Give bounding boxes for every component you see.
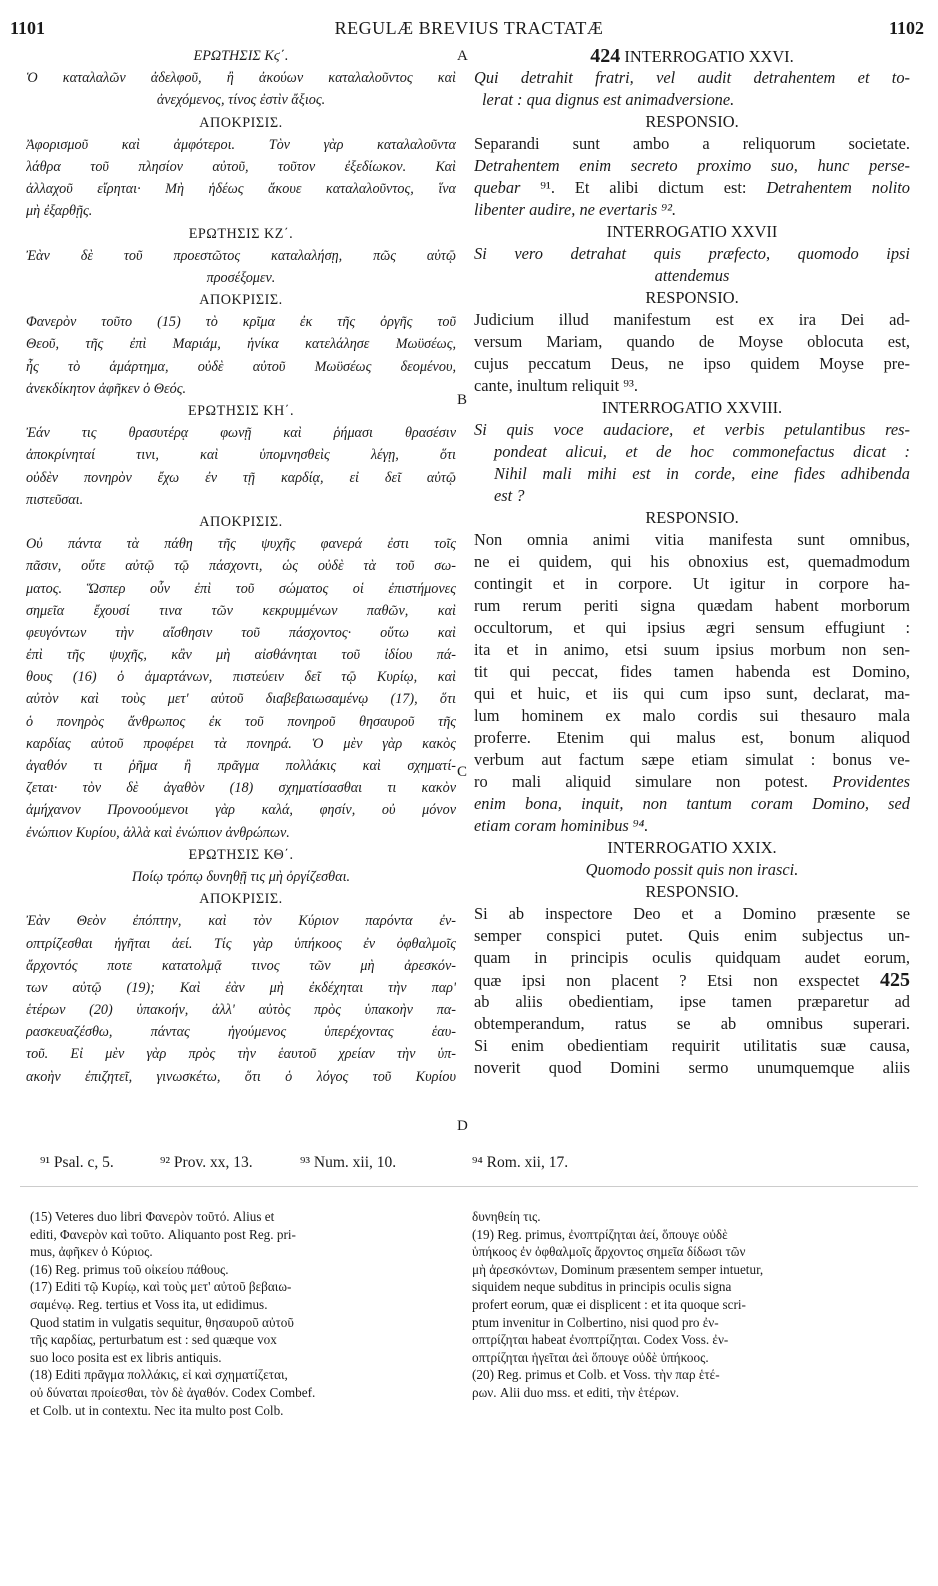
margin-letter-d: D: [457, 1118, 468, 1134]
body-text: enim bona, inquit, non tantum coram Domino, sed: [474, 794, 910, 813]
body-text: Detrahentem enim secreto proximo suo, hunc perse-: [474, 156, 910, 175]
question-text: Si quis voce audaciore, et verbis petulantibus res-: [474, 420, 910, 439]
note-line: (16) Reg. primus τοῦ οἰκείου πάθους.: [30, 1261, 229, 1277]
greek-line: ΕΡΩΤΗΣΙΣ ΚΗ΄.: [187, 403, 295, 419]
body-text: cujus peccatum Deus, ne ipso quidem Moyse pre-: [474, 354, 910, 373]
body-text: rum rerum periti signa quædam habent morborum: [474, 596, 910, 615]
greek-line: προσέξομεν.: [206, 269, 276, 286]
greek-line: ἀγαθόν τι ῥῆμα ἢ πρᾶγμα πολλάκις καὶ σχηματί-: [26, 758, 456, 774]
body-text: libenter audire, ne evertaris ⁹².: [474, 200, 677, 219]
greek-line: καρδίας αὐτοῦ προφέρει τὰ πονηρά. Ὁ μὲν γὰρ κακὸς: [26, 735, 456, 752]
greek-line: ΕΡΩΤΗΣΙΣ ΚΖ΄.: [188, 225, 294, 242]
note-line: τῆς καρδίας, perturbatum est : sed quæque vox: [30, 1332, 277, 1348]
running-head-title: REGULÆ BREVIUS TRACTATÆ: [334, 18, 604, 38]
greek-line: Ἀφορισμοῦ καὶ ἀμφότεροι. Τὸν γὰρ καταλαλοῦντα: [26, 136, 456, 153]
greek-line: ΑΠΟΚΡΙΣΙΣ.: [199, 292, 283, 309]
note-line: σαμένῳ. Reg. tertius et Voss ita, ut edidimus.: [30, 1296, 268, 1312]
note-line: ρων. Alii duo mss. et editi, τὴν ἑτέρων.: [472, 1384, 680, 1400]
column-number: 424: [590, 45, 621, 67]
note-line: ptum invenitur in Colbertino, nisi quod pro ἐν-: [472, 1314, 719, 1330]
body-text: occultorum, et qui ipsius ægri sensum effugiunt :: [474, 618, 910, 637]
question-text: Qui detrahit fratri, vel audit detrahentem et to-: [474, 68, 910, 87]
greek-line: ἐνώπιον Κυρίου, ἀλλὰ καὶ ἐνώπιον ἀνθρώπων.: [26, 824, 290, 841]
greek-line: των αὐτῷ (19); Καὶ ἐὰν μὴ ἐκδέχηται τὴν παρ': [26, 979, 456, 996]
greek-line: Ὁ καταλαλῶν ἀδελφοῦ, ἢ ἀκούων καταλαλοῦντος καὶ: [26, 70, 456, 87]
greek-line: ἀποκρίνηταί τινι, καὶ ὑπομνησθεὶς λέγῃ, ὅτι: [26, 447, 456, 464]
greek-line: Ποίῳ τρόπῳ δυνηθῇ τις μὴ ὀργίζεσθαι.: [131, 868, 351, 885]
column-number: 425: [880, 969, 910, 991]
responsio-heading: RESPONSIO.: [645, 112, 739, 131]
body-text: quam in principis oculis quidquam audet eorum,: [474, 948, 910, 967]
body-text: proferre. Etenim qui malus est, bonum aliquod: [474, 728, 910, 747]
divider: [20, 1186, 918, 1187]
greek-line: ἄρχοντός ποτε κατατολμᾷ τινος τῶν μὴ ἀρεσκόν-: [26, 957, 456, 974]
greek-line: θους (16) ὁ ἁμαρτάνων, πιστεύειν δεῖ τῷ Κυρίῳ, καὶ: [26, 669, 456, 686]
responsio-heading: RESPONSIO.: [645, 882, 739, 901]
body-text: quæ ipsi non placent ? Etsi non exspectet 425: [474, 969, 910, 991]
greek-line: πᾶσιν, οὔτε αὐτῷ τῷ πάσχοντι, ὡς οὐδὲ τὰ τοῦ σω-: [26, 558, 456, 575]
footnote-94: ⁹⁴ Rom. xii, 17.: [472, 1154, 569, 1171]
body-text: Si enim obedientiam requirit utilitatis suæ causa,: [474, 1036, 910, 1055]
greek-line: οπτρίζεσθαι ἡγῆται ἀεί. Τίς γὰρ ὑπήκοος ἐν ὀφθαλμοῖς: [26, 935, 456, 952]
greek-line: ΑΠΟΚΡΙΣΙΣ.: [199, 891, 283, 908]
greek-line: μὴ ἐξαρθῇς.: [26, 203, 93, 220]
body-text: Separandi sunt ambo a reliquorum societate.: [474, 134, 910, 153]
body-text: tit qui peccat, fides tamen habenda est Domino,: [474, 662, 910, 681]
note-line: (20) Reg. primus et Colb. et Voss. τὴν παρ ἑτέ-: [472, 1367, 720, 1383]
question-text: Nihil mali mihi est in corde, eine fides adhibenda: [494, 464, 910, 483]
note-line: ὑπήκοος ἐν ὀφθαλμοῖς ἄρχοντος σημεῖα δίδωσι τῶν: [472, 1244, 746, 1260]
greek-line: ΕΡΩΤΗΣΙΣ ΚΘ΄.: [188, 846, 294, 863]
greek-line: Ἐάν τις θρασυτέρᾳ φωνῇ καὶ ῥήμασι θρασέσιν: [26, 425, 456, 442]
note-line: δυνηθείη τις.: [472, 1209, 541, 1224]
question-text: lerat : qua dignus est animadversione.: [482, 90, 735, 109]
body-text: ne ei quidem, qui his obnoxius est, quemadmodum: [474, 552, 910, 571]
note-line: editi, Φανερὸν καὶ τοῦτο. Aliquanto post Reg. pri-: [30, 1226, 296, 1242]
body-text: verbum aut factum sæpe etiam simulat : bonus ve-: [474, 750, 910, 769]
greek-line: αὐτὸν καὶ τοὺς μετ' αὐτοῦ διαβεβαιωσαμένῳ (17), ὅτι: [26, 691, 456, 708]
question-text: Quomodo possit quis non irasci.: [585, 860, 799, 879]
note-line: suo loco posita est ex libris antiquis.: [30, 1349, 222, 1365]
greek-line: ἐπὶ τῆς ψυχῆς, κἂν μὴ αἰσθάνηται τοῦ ἰδίου πά-: [26, 647, 456, 664]
body-text: ab aliis obedientiam, ipse tamen præparetur ad: [474, 992, 910, 1011]
margin-letter-b: B: [457, 392, 468, 408]
greek-line: Ἐὰν δὲ τοῦ προεστῶτος καταλαλήσῃ, πῶς αὐτῷ: [26, 247, 456, 264]
greek-line: ματος. Ὥσπερ οὖν ἐπὶ τοῦ σώματος οἱ ἐπιστήμονες: [26, 580, 456, 597]
body-text: qui et huic, et iis qui cum ipso sunt, declarat, ma-: [474, 684, 910, 703]
greek-line: οὐδὲν πονηρὸν ἔχω ἐν τῇ καρδίᾳ, εἰ δεῖ αὐτῷ: [26, 469, 456, 486]
note-line: μὴ ἀρεσκόντων, Dominum præsentem semper intuetur,: [472, 1261, 764, 1277]
note-line: οπτρίζηται habeat ἐνοπτρίζηται. Codex Voss. ἐν-: [472, 1332, 729, 1348]
body-text: cante, inultum reliquit ⁹³.: [474, 376, 639, 395]
body-text: quebar ⁹¹. Et alibi dictum est: Detrahentem nolito: [474, 178, 910, 197]
note-line: et Colb. ut in contextu. Nec ita multo post Colb.: [30, 1402, 284, 1418]
greek-line: Θεοῦ, τῆς ἐπὶ Μαριάμ, ἡνίκα κατελάλησε Μωϋσέως,: [26, 336, 456, 353]
note-line: (18) Editi πρᾶγμα πολλάκις, εἰ καὶ σχηματίζεται,: [30, 1367, 288, 1383]
body-text: noverit quod Domini sermo unumquemque aliis: [474, 1058, 910, 1077]
note-line: οπτρίζηται ἡγεῖται ἀεὶ ὅπουγε οὐδὲ ὑπήκοος.: [472, 1349, 709, 1365]
greek-line: ακοὴν ἐπιζητεῖ, γινωσκέτω, ὅτι ὁ λόγος τοῦ Κυρίου: [26, 1068, 456, 1085]
interrogatio-28-heading: INTERROGATIO XXVIII.: [601, 398, 783, 417]
note-line: mus, ἀφῆκεν ὁ Κύριος.: [30, 1244, 153, 1260]
body-text: Si ab inspectore Deo et a Domino præsente se: [474, 904, 910, 923]
greek-line: φευγόντων τὴν αἴσθησιν τοῦ πάσχοντος· οὕτω καὶ: [26, 624, 456, 641]
question-text: est ?: [494, 486, 525, 505]
body-text: Non omnia animi vitia manifesta sunt omnibus,: [474, 530, 910, 549]
greek-line: λάθρα τοῦ πλησίον αὐτοῦ, τοῦτον ἐξεδίωκον. Καὶ: [26, 158, 456, 175]
note-line: (19) Reg. primus, ἐνοπτρίζηται ἀεί, ὅπουγε οὐδὲ: [472, 1226, 728, 1242]
interrogatio-27-heading: INTERROGATIO XXVII: [606, 222, 778, 241]
latin-column: [474, 45, 910, 1079]
note-line: οὐ δύναται προίεσθαι, τὸν δὲ ἀγαθόν. Codex Combef.: [30, 1384, 316, 1400]
responsio-heading: RESPONSIO.: [645, 508, 739, 527]
interrogatio-29-heading: INTERROGATIO XXIX.: [607, 838, 777, 857]
greek-line: Φανερὸν τοῦτο (15) τὸ κρῖμα ἐκ τῆς ὀργῆς τοῦ: [26, 314, 456, 331]
footnote-91: ⁹¹ Psal. c, 5.: [40, 1154, 114, 1171]
question-text: attendemus: [654, 266, 730, 285]
responsio-heading: RESPONSIO.: [645, 288, 739, 307]
greek-line: τοῦ. Εἰ μὲν γὰρ πρὸς τὴν ἑαυτοῦ χρείαν τὴν ὑπ-: [26, 1046, 456, 1063]
greek-line: ΑΠΟΚΡΙΣΙΣ.: [199, 513, 283, 530]
footnote-92: ⁹² Prov. xx, 13.: [160, 1154, 253, 1171]
note-line: profert eorum, quæ ei displicent : et ita quoque scri-: [472, 1296, 746, 1312]
greek-line: Ἐὰν Θεὸν ἐπόπτην, καὶ τὸν Κύριον παρόντα ἐν-: [26, 913, 456, 930]
body-text: contingit et in corpore. Ut igitur in corpore ha-: [474, 574, 910, 593]
greek-line: ζεται· τὸν δὲ ἀγαθὸν (18) σχηματίσασθαι τι κακὸν: [26, 780, 456, 797]
margin-letter-a: A: [457, 48, 468, 64]
footnote-93: ⁹³ Num. xii, 10.: [300, 1154, 397, 1171]
greek-line: ἀνεκδίκητον ἀφῆκεν ὁ Θεός.: [26, 380, 186, 397]
greek-line: πιστεῦσαι.: [26, 491, 84, 508]
body-text: semper conspici putet. Quis enim subjectus un-: [474, 926, 910, 945]
greek-line: ἀλλαχοῦ εἴρηται· Μὴ ἡδέως ἄκουε καταλαλοῦντος, ἵνα: [26, 181, 456, 198]
greek-line: ὁ πονηρὸς ἄνθρωπος ἐκ τοῦ πονηροῦ θησαυροῦ τῆς: [26, 713, 456, 730]
critical-notes-right: [472, 1208, 912, 1402]
margin-letter-c: C: [457, 764, 468, 780]
greek-line: ἀμήχανον Προνοούμενοι γὰρ καλά, φησίν, οὐ μόνον: [26, 802, 456, 819]
body-text: obtemperandum, ratus se ab omnibus superari.: [474, 1014, 910, 1033]
greek-line: ΕΡΩΤΗΣΙΣ Κϛ΄.: [193, 48, 289, 64]
page-number-right: 1102: [888, 18, 924, 38]
greek-line: ἑτέρων (20) ὑπακοήν, ἀλλ' αὐτὸς πρὸς ὑπακοὴν πα-: [26, 1002, 456, 1019]
body-text: versum Mariam, quando de Moyse oblocuta est,: [474, 332, 910, 351]
question-text: pondeat alicui, et de hoc commonefactus dicat :: [494, 442, 910, 461]
critical-notes-left: [30, 1208, 450, 1419]
greek-line: σημεῖα ἔχουσί τινα τῶν κεκρυμμένων παθῶν, καὶ: [26, 602, 456, 619]
body-text: Judicium illud manifestum est ex ira Dei ad-: [474, 310, 910, 329]
note-line: siquidem neque subditus in principis oculis signa: [472, 1279, 732, 1295]
body-text: lum hominem ex malo cordis sui thesauro mala: [474, 706, 910, 725]
greek-line: ἧς τὸ ἁμάρτημα, οὐδὲ αὐτοῦ Μωϋσέως δεομένου,: [26, 358, 456, 375]
note-line: Quod statim in vulgatis sequitur, θησαυροῦ αὐτοῦ: [30, 1314, 294, 1330]
body-text: ro mali aliquid simulare non potest. Providentes: [474, 772, 910, 791]
greek-line: ἀνεχόμενος, τίνος ἐστὶν ἄξιος.: [156, 92, 326, 109]
note-line: (17) Editi τῷ Κυρίῳ, καὶ τοὺς μετ' αὐτοῦ βεβαιω-: [30, 1279, 292, 1295]
question-text: Si vero detrahat quis præfecto, quomodo ipsi: [474, 244, 910, 263]
greek-line: ρασκευαζέσθω, πάντας ἡγούμενος ὑπερέχοντας ἑαυ-: [26, 1024, 456, 1041]
greek-line: Οὐ πάντα τὰ πάθη τῆς ψυχῆς φανερά ἐστι τοῖς: [26, 536, 456, 553]
body-text: ita et in animo, etsi suum ipsius morbum non sen-: [474, 640, 910, 659]
body-text: etiam coram hominibus ⁹⁴.: [474, 816, 649, 835]
page-number-left: 1101: [10, 18, 46, 38]
interrogatio-26-heading: 424 INTERROGATIO XXVI.: [590, 45, 794, 67]
running-header: [0, 18, 938, 42]
greek-column: [26, 45, 456, 1088]
greek-line: ΑΠΟΚΡΙΣΙΣ.: [199, 114, 283, 131]
note-line: (15) Veteres duo libri Φανερὸν τοῦτό. Alius et: [30, 1209, 275, 1224]
